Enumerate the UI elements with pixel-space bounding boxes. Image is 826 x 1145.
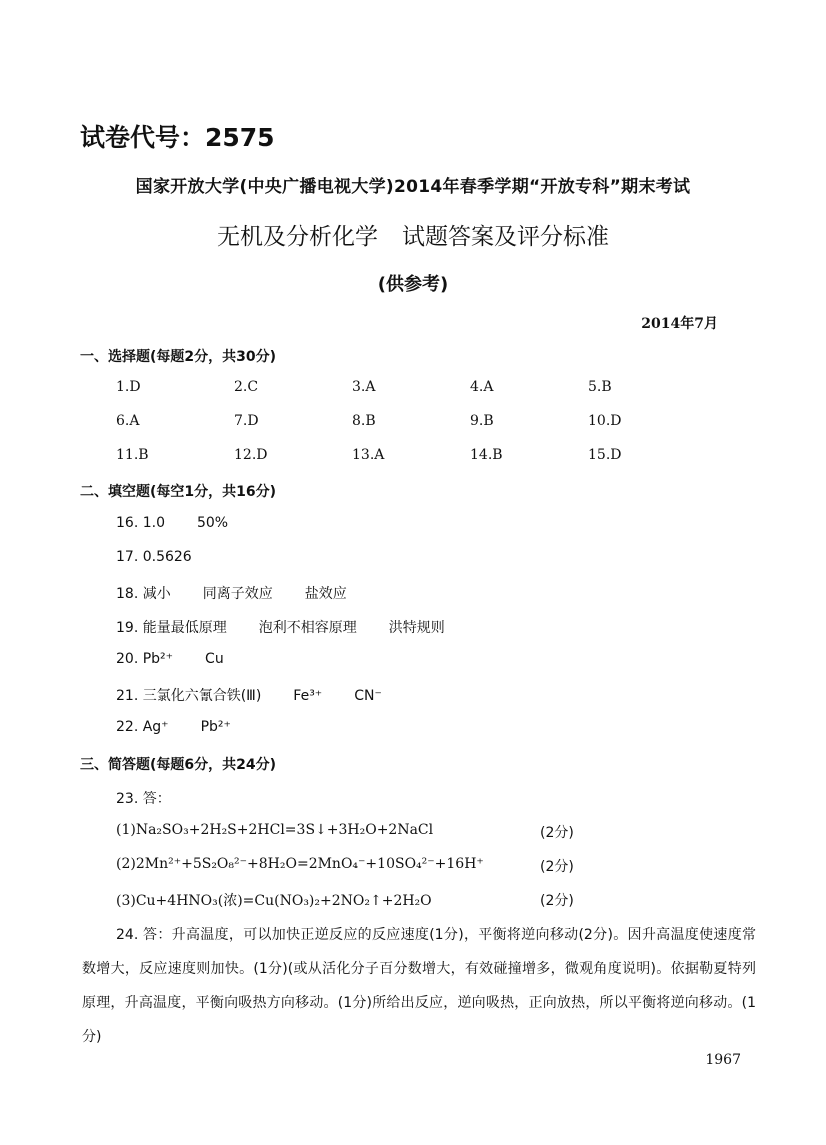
answer-cell: 3.A xyxy=(352,379,376,395)
answer-text: Fe³⁺ xyxy=(293,688,323,704)
answer-row xyxy=(116,379,706,395)
section1-heading: 一、选择题(每题2分，共30分) xyxy=(80,349,277,365)
equation-1 xyxy=(116,822,574,841)
page-number: 1967 xyxy=(705,1052,741,1068)
answer-text: 盐效应 xyxy=(304,586,347,602)
answer-text: 同离子效应 xyxy=(202,586,273,602)
document-date: 2014年7月 xyxy=(641,316,718,332)
answer-text: 洪特规则 xyxy=(388,620,445,636)
fill-answer-17 xyxy=(116,549,224,565)
equation-text: (2)2Mn²⁺+5S₂O₈²⁻+8H₂O=2MnO₄⁻+10SO₄²⁻+16H⁺ xyxy=(116,856,484,872)
answer-cell: 12.D xyxy=(234,447,268,463)
answer-text: 泡利不相容原理 xyxy=(258,620,357,636)
fill-answer-21 xyxy=(116,685,414,705)
answer-text: 18. 减小 xyxy=(116,586,171,602)
answer-24-text: 24. 答：升高温度，可以加快正逆反应的反应速度(1分)，平衡将逆向移动(2分)。因升高温度使速度常数增大，反应速度则加快。(1分)(或从活化分子百分数增大，有效碰撞增多，微观角度说明)。依据勒夏特列原理，升高温度，平衡向吸热方向移动。(1分)所给出反应，逆向吸热，正向放热，所以平衡将逆向移动。(1分) xyxy=(82,927,756,1045)
score-label: (2分) xyxy=(540,893,574,909)
answer-24-paragraph xyxy=(82,918,756,1054)
fill-answer-18 xyxy=(116,583,379,603)
answer-text: 16. 1.0 xyxy=(116,515,165,531)
answer-text: 50% xyxy=(196,515,229,531)
fill-answer-20 xyxy=(116,651,256,667)
equation-text: (1)Na₂SO₃+2H₂S+2HCl=3S↓+3H₂O+2NaCl xyxy=(116,822,434,838)
score-label: (2分) xyxy=(540,859,574,875)
equation-3 xyxy=(116,890,574,910)
answer-text: 17. 0.5626 xyxy=(116,549,192,565)
title-subject: 无机及分析化学 xyxy=(217,224,378,250)
section3-heading: 三、简答题(每题6分，共24分) xyxy=(80,757,277,773)
score-label: (2分) xyxy=(540,825,574,841)
title-doc: 试题答案及评分标准 xyxy=(402,224,609,250)
answer-cell: 6.A xyxy=(116,413,140,429)
fill-answer-19 xyxy=(116,617,477,637)
answer-text: 19. 能量最低原理 xyxy=(116,620,227,636)
fill-answer-16 xyxy=(116,515,260,531)
answer-text: Cu xyxy=(205,651,224,667)
answer-cell: 1.D xyxy=(116,379,141,395)
equation-text: (3)Cu+4HNO₃(浓)=Cu(NO₃)₂+2NO₂↑+2H₂O xyxy=(116,893,432,909)
answer-cell: 13.A xyxy=(352,447,385,463)
exam-name: 国家开放大学(中央广播电视大学)2014年春季学期“开放专科”期末考试 xyxy=(135,177,691,197)
answer-cell: 2.C xyxy=(234,379,259,395)
subtitle: (供参考) xyxy=(377,274,449,295)
answer-text: 22. Ag⁺ xyxy=(116,719,169,735)
answer-text: Pb²⁺ xyxy=(200,719,231,735)
equation-2 xyxy=(116,856,574,875)
answer-cell: 5.B xyxy=(588,379,612,395)
answer-text: 20. Pb²⁺ xyxy=(116,651,174,667)
answer-cell: 4.A xyxy=(470,379,494,395)
answer-row xyxy=(116,413,706,429)
fill-answer-22 xyxy=(116,719,263,735)
answer-text: CN⁻ xyxy=(354,688,382,704)
q23-label: 23. 答： xyxy=(116,791,171,807)
answer-cell: 7.D xyxy=(234,413,259,429)
answer-cell: 14.B xyxy=(470,447,503,463)
answer-cell: 10.D xyxy=(588,413,622,429)
answer-text: 21. 三氯化六氰合铁(Ⅲ) xyxy=(116,688,262,704)
answer-row xyxy=(116,447,706,463)
document-title xyxy=(0,218,826,251)
answer-cell: 11.B xyxy=(116,447,149,463)
answer-cell: 8.B xyxy=(352,413,376,429)
section2-heading: 二、填空题(每空1分，共16分) xyxy=(80,484,277,500)
exam-code: 试卷代号：2575 xyxy=(80,123,275,152)
answer-cell: 9.B xyxy=(470,413,494,429)
answer-cell: 15.D xyxy=(588,447,622,463)
